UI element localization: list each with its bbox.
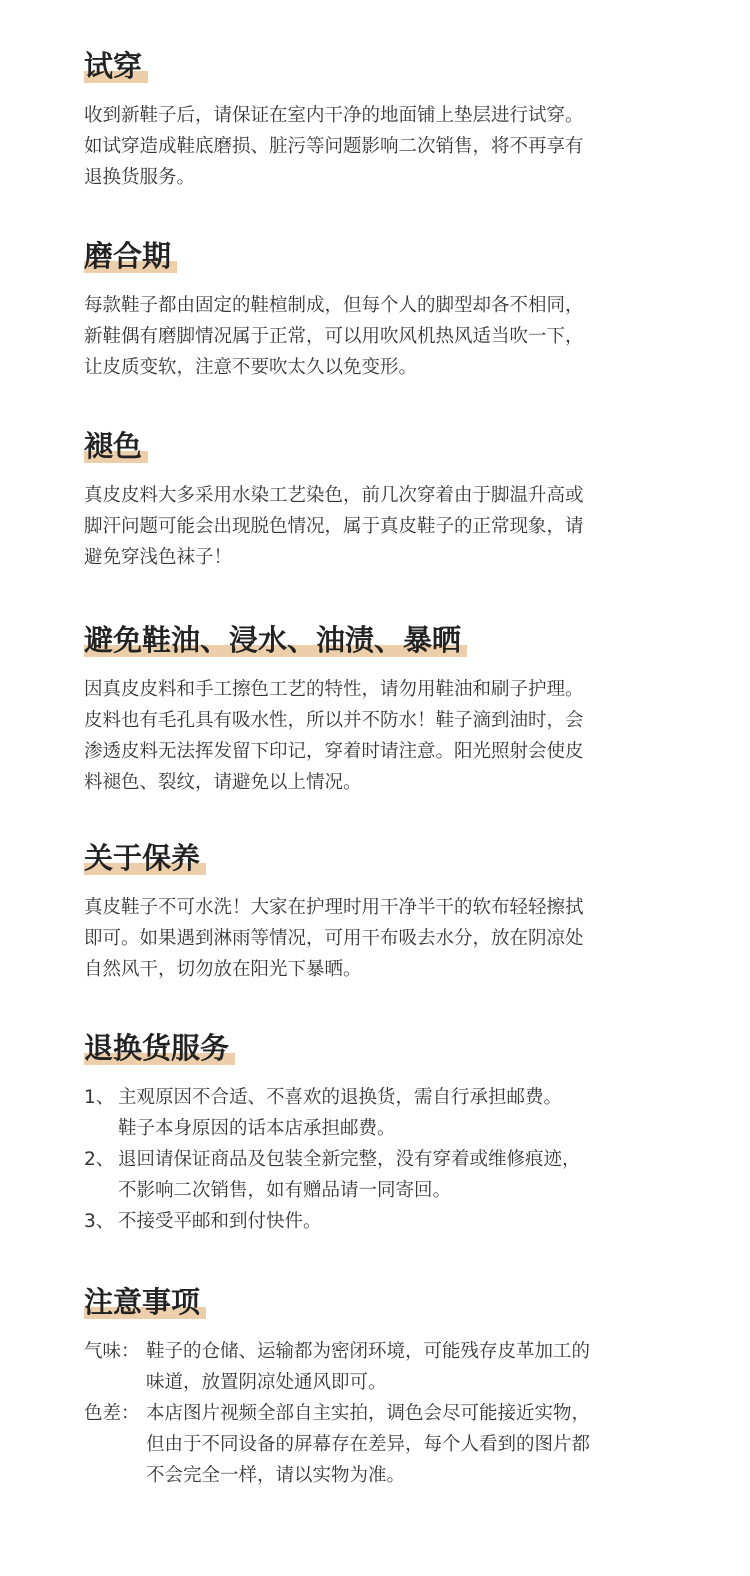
section-body	[84, 100, 664, 193]
section-heading	[84, 838, 206, 878]
body-line: 真皮鞋子不可水洗！大家在护理时用干净半干的软布轻轻擦拭	[84, 897, 584, 918]
note-line: 但由于不同设备的屏幕存在差异，每个人看到的图片都	[146, 1434, 591, 1455]
heading-text: 注意事项	[84, 1285, 201, 1319]
body-line: 退换货服务。	[84, 167, 196, 188]
list-line: 不接受平邮和到付快件。	[118, 1211, 322, 1232]
body-line: 渗透皮料无法挥发留下印记，穿着时请注意。阳光照射会使皮	[84, 741, 584, 762]
section-returns	[84, 1028, 664, 1237]
note-label: 气味：	[84, 1341, 140, 1362]
list-number: 2、	[84, 1149, 115, 1170]
body-line: 因真皮皮料和手工擦色工艺的特性，请勿用鞋油和刷子护理。	[84, 679, 584, 700]
body-line: 料褪色、裂纹，请避免以上情况。	[84, 772, 362, 793]
note-line: 味道，放置阴凉处通风即可。	[146, 1372, 387, 1393]
body-line: 每款鞋子都由固定的鞋楦制成，但每个人的脚型却各不相同，	[84, 295, 584, 316]
body-line: 即可。如果遇到淋雨等情况，可用干布吸去水分，放在阴凉处	[84, 928, 584, 949]
section-heading	[84, 620, 467, 660]
section-body	[84, 892, 664, 985]
note-line: 本店图片视频全部自主实拍，调色会尽可能接近实物，	[146, 1403, 591, 1424]
section-heading	[84, 46, 148, 86]
list-number: 3、	[84, 1211, 115, 1232]
section-body	[84, 480, 664, 573]
section-heading	[84, 426, 148, 466]
section-break-in	[84, 236, 664, 383]
section-heading	[84, 1282, 206, 1322]
section-body	[84, 1336, 664, 1491]
heading-text: 关于保养	[84, 841, 201, 875]
note-line: 不会完全一样，请以实物为准。	[146, 1465, 406, 1486]
section-notes	[84, 1282, 664, 1491]
heading-text: 避免鞋油、浸水、油渍、暴晒	[84, 623, 462, 657]
section-body	[84, 1082, 664, 1237]
section-heading	[84, 1028, 235, 1068]
heading-text: 磨合期	[84, 239, 172, 273]
body-line: 自然风干，切勿放在阳光下暴晒。	[84, 959, 362, 980]
section-fading	[84, 426, 664, 573]
section-heading	[84, 236, 177, 276]
list-line: 不影响二次销售，如有赠品请一同寄回。	[118, 1180, 452, 1201]
body-line: 真皮皮料大多采用水染工艺染色，前几次穿着由于脚温升高或	[84, 485, 584, 506]
section-body	[84, 674, 664, 798]
body-line: 收到新鞋子后，请保证在室内干净的地面铺上垫层进行试穿。	[84, 105, 584, 126]
body-line: 如试穿造成鞋底磨损、脏污等问题影响二次销售，将不再享有	[84, 136, 584, 157]
list-line: 退回请保证商品及包装全新完整，没有穿着或维修痕迹，	[118, 1149, 581, 1170]
section-body	[84, 290, 664, 383]
list-item	[84, 1206, 664, 1237]
list-line: 鞋子本身原因的话本店承担邮费。	[118, 1118, 396, 1139]
heading-text: 试穿	[84, 49, 143, 83]
body-line: 让皮质变软，注意不要吹太久以免变形。	[84, 357, 418, 378]
list-item	[84, 1144, 664, 1206]
note-line: 鞋子的仓储、运输都为密闭环境，可能残存皮革加工的	[146, 1341, 591, 1362]
list-line: 主观原因不合适、不喜欢的退换货，需自行承担邮费。	[118, 1087, 563, 1108]
heading-text: 褪色	[84, 429, 143, 463]
section-avoid	[84, 620, 664, 798]
body-line: 皮料也有毛孔具有吸水性，所以并不防水！鞋子滴到油时，会	[84, 710, 584, 731]
note-item	[84, 1398, 664, 1491]
list-number: 1、	[84, 1087, 115, 1108]
section-maintenance	[84, 838, 664, 985]
body-line: 避免穿浅色袜子！	[84, 547, 233, 568]
note-item	[84, 1336, 664, 1398]
body-line: 新鞋偶有磨脚情况属于正常，可以用吹风机热风适当吹一下，	[84, 326, 584, 347]
section-try-on	[84, 46, 664, 193]
heading-text: 退换货服务	[84, 1031, 230, 1065]
list-item	[84, 1082, 664, 1144]
note-label: 色差：	[84, 1403, 140, 1424]
body-line: 脚汗问题可能会出现脱色情况，属于真皮鞋子的正常现象，请	[84, 516, 584, 537]
